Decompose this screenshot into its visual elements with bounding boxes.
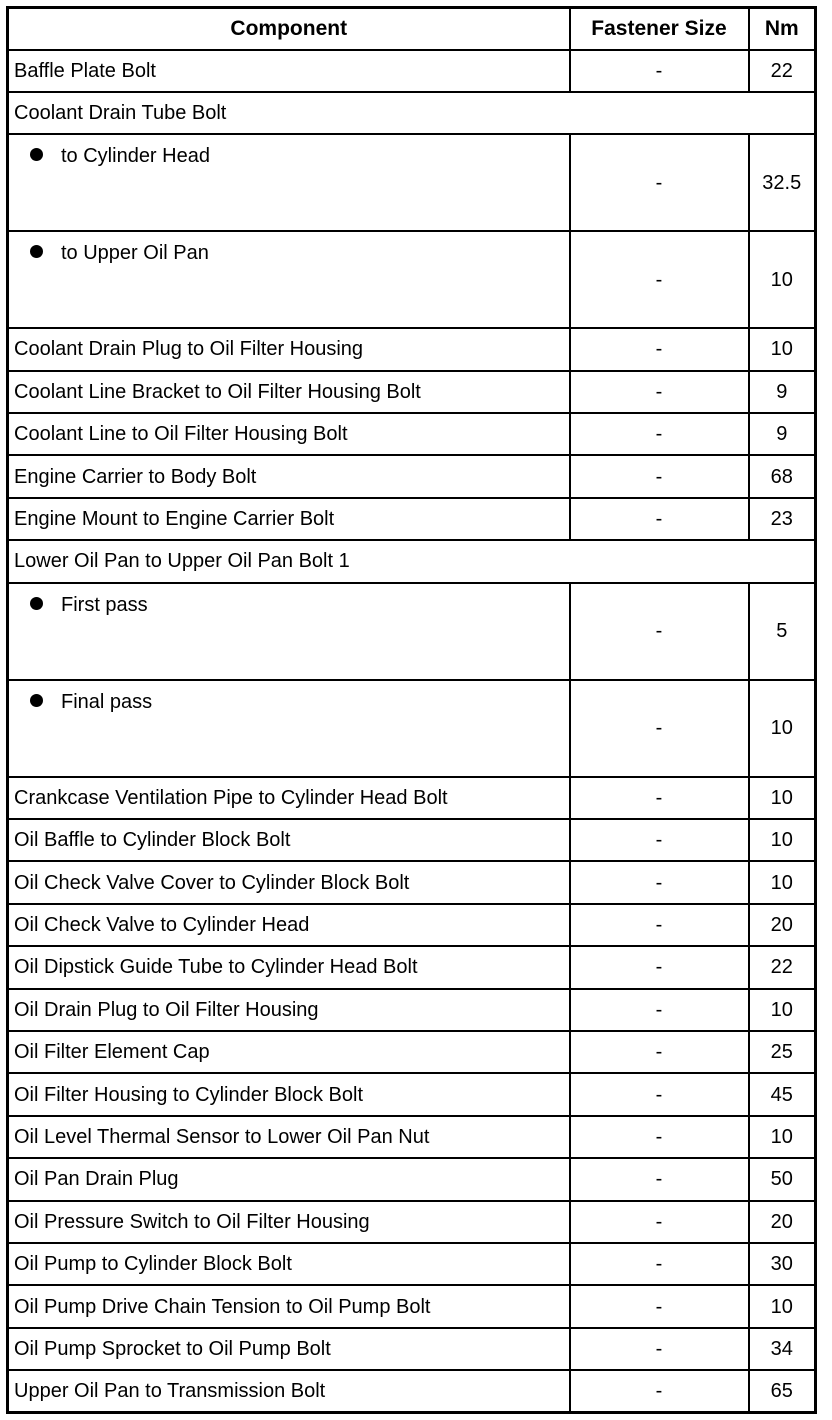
section-label: Coolant Drain Tube Bolt bbox=[8, 92, 816, 134]
nm-value-cell: 5 bbox=[749, 583, 816, 680]
component-label: Crankcase Ventilation Pipe to Cylinder Head Bolt bbox=[14, 786, 448, 809]
component-cell bbox=[8, 371, 570, 413]
nm-value-cell: 32.5 bbox=[749, 134, 816, 231]
component-cell bbox=[8, 455, 570, 497]
nm-value-cell: 10 bbox=[749, 819, 816, 861]
component-cell bbox=[8, 861, 570, 903]
fastener-size-cell: - bbox=[570, 50, 749, 92]
component-label: Oil Dipstick Guide Tube to Cylinder Head Bolt bbox=[14, 956, 418, 979]
table-row bbox=[8, 680, 816, 777]
component-label: Oil Pan Drain Plug bbox=[14, 1168, 179, 1191]
header-row bbox=[8, 8, 816, 50]
nm-value-cell: 20 bbox=[749, 904, 816, 946]
component-label: Oil Filter Housing to Cylinder Block Bolt bbox=[14, 1083, 364, 1106]
fastener-size-cell: - bbox=[570, 371, 749, 413]
fastener-size-cell: - bbox=[570, 583, 749, 680]
table-row bbox=[8, 328, 816, 370]
component-cell bbox=[8, 583, 570, 680]
header-nm: Nm bbox=[749, 8, 816, 50]
component-label: Oil Pressure Switch to Oil Filter Housing bbox=[14, 1210, 370, 1233]
component-label: Engine Mount to Engine Carrier Bolt bbox=[14, 508, 335, 531]
nm-value-cell: 10 bbox=[749, 989, 816, 1031]
fastener-size-cell: - bbox=[570, 946, 749, 988]
nm-value-cell: 10 bbox=[749, 680, 816, 777]
component-cell bbox=[8, 1158, 570, 1200]
table-row bbox=[8, 134, 816, 231]
table-row bbox=[8, 371, 816, 413]
fastener-size-cell: - bbox=[570, 819, 749, 861]
component-cell bbox=[8, 777, 570, 819]
fastener-size-cell: - bbox=[570, 134, 749, 231]
nm-value-cell: 10 bbox=[749, 1116, 816, 1158]
component-cell bbox=[8, 231, 570, 328]
table-row bbox=[8, 777, 816, 819]
nm-value-cell: 65 bbox=[749, 1370, 816, 1412]
component-label: Oil Pump to Cylinder Block Bolt bbox=[14, 1253, 292, 1276]
fastener-size-cell: - bbox=[570, 1201, 749, 1243]
nm-value-cell: 22 bbox=[749, 50, 816, 92]
component-cell bbox=[8, 989, 570, 1031]
component-cell bbox=[8, 498, 570, 540]
component-cell bbox=[8, 680, 570, 777]
component-label: Engine Carrier to Body Bolt bbox=[14, 465, 257, 488]
nm-value-cell: 50 bbox=[749, 1158, 816, 1200]
fastener-size-cell: - bbox=[570, 1328, 749, 1370]
component-label: Oil Level Thermal Sensor to Lower Oil Pan Nut bbox=[14, 1125, 430, 1148]
component-label: Final pass bbox=[61, 690, 153, 713]
component-label: Oil Filter Element Cap bbox=[14, 1041, 210, 1064]
component-cell bbox=[8, 1201, 570, 1243]
fastener-size-cell: - bbox=[570, 904, 749, 946]
fastener-size-cell: - bbox=[570, 1370, 749, 1412]
bullet-icon bbox=[30, 148, 43, 161]
nm-value-cell: 25 bbox=[749, 1031, 816, 1073]
nm-value-cell: 10 bbox=[749, 861, 816, 903]
table-row bbox=[8, 1328, 816, 1370]
nm-value-cell: 23 bbox=[749, 498, 816, 540]
component-cell bbox=[8, 1031, 570, 1073]
component-label: Upper Oil Pan to Transmission Bolt bbox=[14, 1380, 326, 1403]
header-component: Component bbox=[8, 8, 570, 50]
section-row bbox=[8, 540, 816, 582]
component-cell bbox=[8, 1285, 570, 1327]
nm-value-cell: 10 bbox=[749, 231, 816, 328]
table-row bbox=[8, 1116, 816, 1158]
component-label: Coolant Line Bracket to Oil Filter Housing Bolt bbox=[14, 380, 421, 403]
nm-value-cell: 68 bbox=[749, 455, 816, 497]
nm-value-cell: 30 bbox=[749, 1243, 816, 1285]
component-cell bbox=[8, 50, 570, 92]
component-cell bbox=[8, 1370, 570, 1412]
fastener-size-cell: - bbox=[570, 680, 749, 777]
component-cell bbox=[8, 819, 570, 861]
table-row bbox=[8, 1285, 816, 1327]
table-row bbox=[8, 583, 816, 680]
fastener-size-cell: - bbox=[570, 413, 749, 455]
table-row bbox=[8, 1031, 816, 1073]
nm-value-cell: 9 bbox=[749, 413, 816, 455]
fastener-size-cell: - bbox=[570, 498, 749, 540]
component-cell bbox=[8, 413, 570, 455]
fastener-size-cell: - bbox=[570, 1031, 749, 1073]
fastener-size-cell: - bbox=[570, 989, 749, 1031]
table-row bbox=[8, 1243, 816, 1285]
table-row bbox=[8, 498, 816, 540]
component-label: Oil Drain Plug to Oil Filter Housing bbox=[14, 998, 319, 1021]
component-label: Oil Check Valve to Cylinder Head bbox=[14, 913, 310, 936]
torque-spec-table bbox=[6, 6, 817, 1414]
component-label: Oil Check Valve Cover to Cylinder Block Bolt bbox=[14, 871, 410, 894]
table-body bbox=[8, 50, 816, 1413]
section-row bbox=[8, 92, 816, 134]
component-cell bbox=[8, 1328, 570, 1370]
component-label: First pass bbox=[61, 593, 148, 616]
component-cell bbox=[8, 946, 570, 988]
component-label: Oil Pump Sprocket to Oil Pump Bolt bbox=[14, 1337, 331, 1360]
nm-value-cell: 10 bbox=[749, 1285, 816, 1327]
table-row bbox=[8, 946, 816, 988]
table-row bbox=[8, 455, 816, 497]
nm-value-cell: 22 bbox=[749, 946, 816, 988]
table-row bbox=[8, 231, 816, 328]
table-row bbox=[8, 989, 816, 1031]
nm-value-cell: 20 bbox=[749, 1201, 816, 1243]
component-cell bbox=[8, 1073, 570, 1115]
component-cell bbox=[8, 904, 570, 946]
table-row bbox=[8, 50, 816, 92]
bullet-icon bbox=[30, 694, 43, 707]
component-label: Coolant Line to Oil Filter Housing Bolt bbox=[14, 423, 348, 446]
fastener-size-cell: - bbox=[570, 231, 749, 328]
component-label: Coolant Drain Plug to Oil Filter Housing bbox=[14, 338, 364, 361]
component-label: to Cylinder Head bbox=[61, 145, 210, 168]
component-label: Baffle Plate Bolt bbox=[14, 59, 156, 82]
fastener-size-cell: - bbox=[570, 1243, 749, 1285]
nm-value-cell: 34 bbox=[749, 1328, 816, 1370]
fastener-size-cell: - bbox=[570, 861, 749, 903]
fastener-size-cell: - bbox=[570, 1073, 749, 1115]
fastener-size-cell: - bbox=[570, 1158, 749, 1200]
component-cell bbox=[8, 134, 570, 231]
component-label: Oil Baffle to Cylinder Block Bolt bbox=[14, 829, 291, 852]
component-cell bbox=[8, 328, 570, 370]
table-row bbox=[8, 1158, 816, 1200]
fastener-size-cell: - bbox=[570, 455, 749, 497]
fastener-size-cell: - bbox=[570, 328, 749, 370]
header-fastener-size: Fastener Size bbox=[570, 8, 749, 50]
table-row bbox=[8, 861, 816, 903]
section-label: Lower Oil Pan to Upper Oil Pan Bolt 1 bbox=[8, 540, 816, 582]
nm-value-cell: 10 bbox=[749, 777, 816, 819]
component-cell bbox=[8, 1243, 570, 1285]
component-cell bbox=[8, 1116, 570, 1158]
nm-value-cell: 45 bbox=[749, 1073, 816, 1115]
bullet-icon bbox=[30, 245, 43, 258]
component-label: Oil Pump Drive Chain Tension to Oil Pump Bolt bbox=[14, 1295, 431, 1318]
fastener-size-cell: - bbox=[570, 1285, 749, 1327]
fastener-size-cell: - bbox=[570, 1116, 749, 1158]
fastener-size-cell: - bbox=[570, 777, 749, 819]
table-row bbox=[8, 1201, 816, 1243]
table-row bbox=[8, 413, 816, 455]
nm-value-cell: 9 bbox=[749, 371, 816, 413]
table-row bbox=[8, 1073, 816, 1115]
component-label: to Upper Oil Pan bbox=[61, 242, 209, 265]
table-row bbox=[8, 904, 816, 946]
table-row bbox=[8, 819, 816, 861]
table-row bbox=[8, 1370, 816, 1412]
bullet-icon bbox=[30, 597, 43, 610]
nm-value-cell: 10 bbox=[749, 328, 816, 370]
